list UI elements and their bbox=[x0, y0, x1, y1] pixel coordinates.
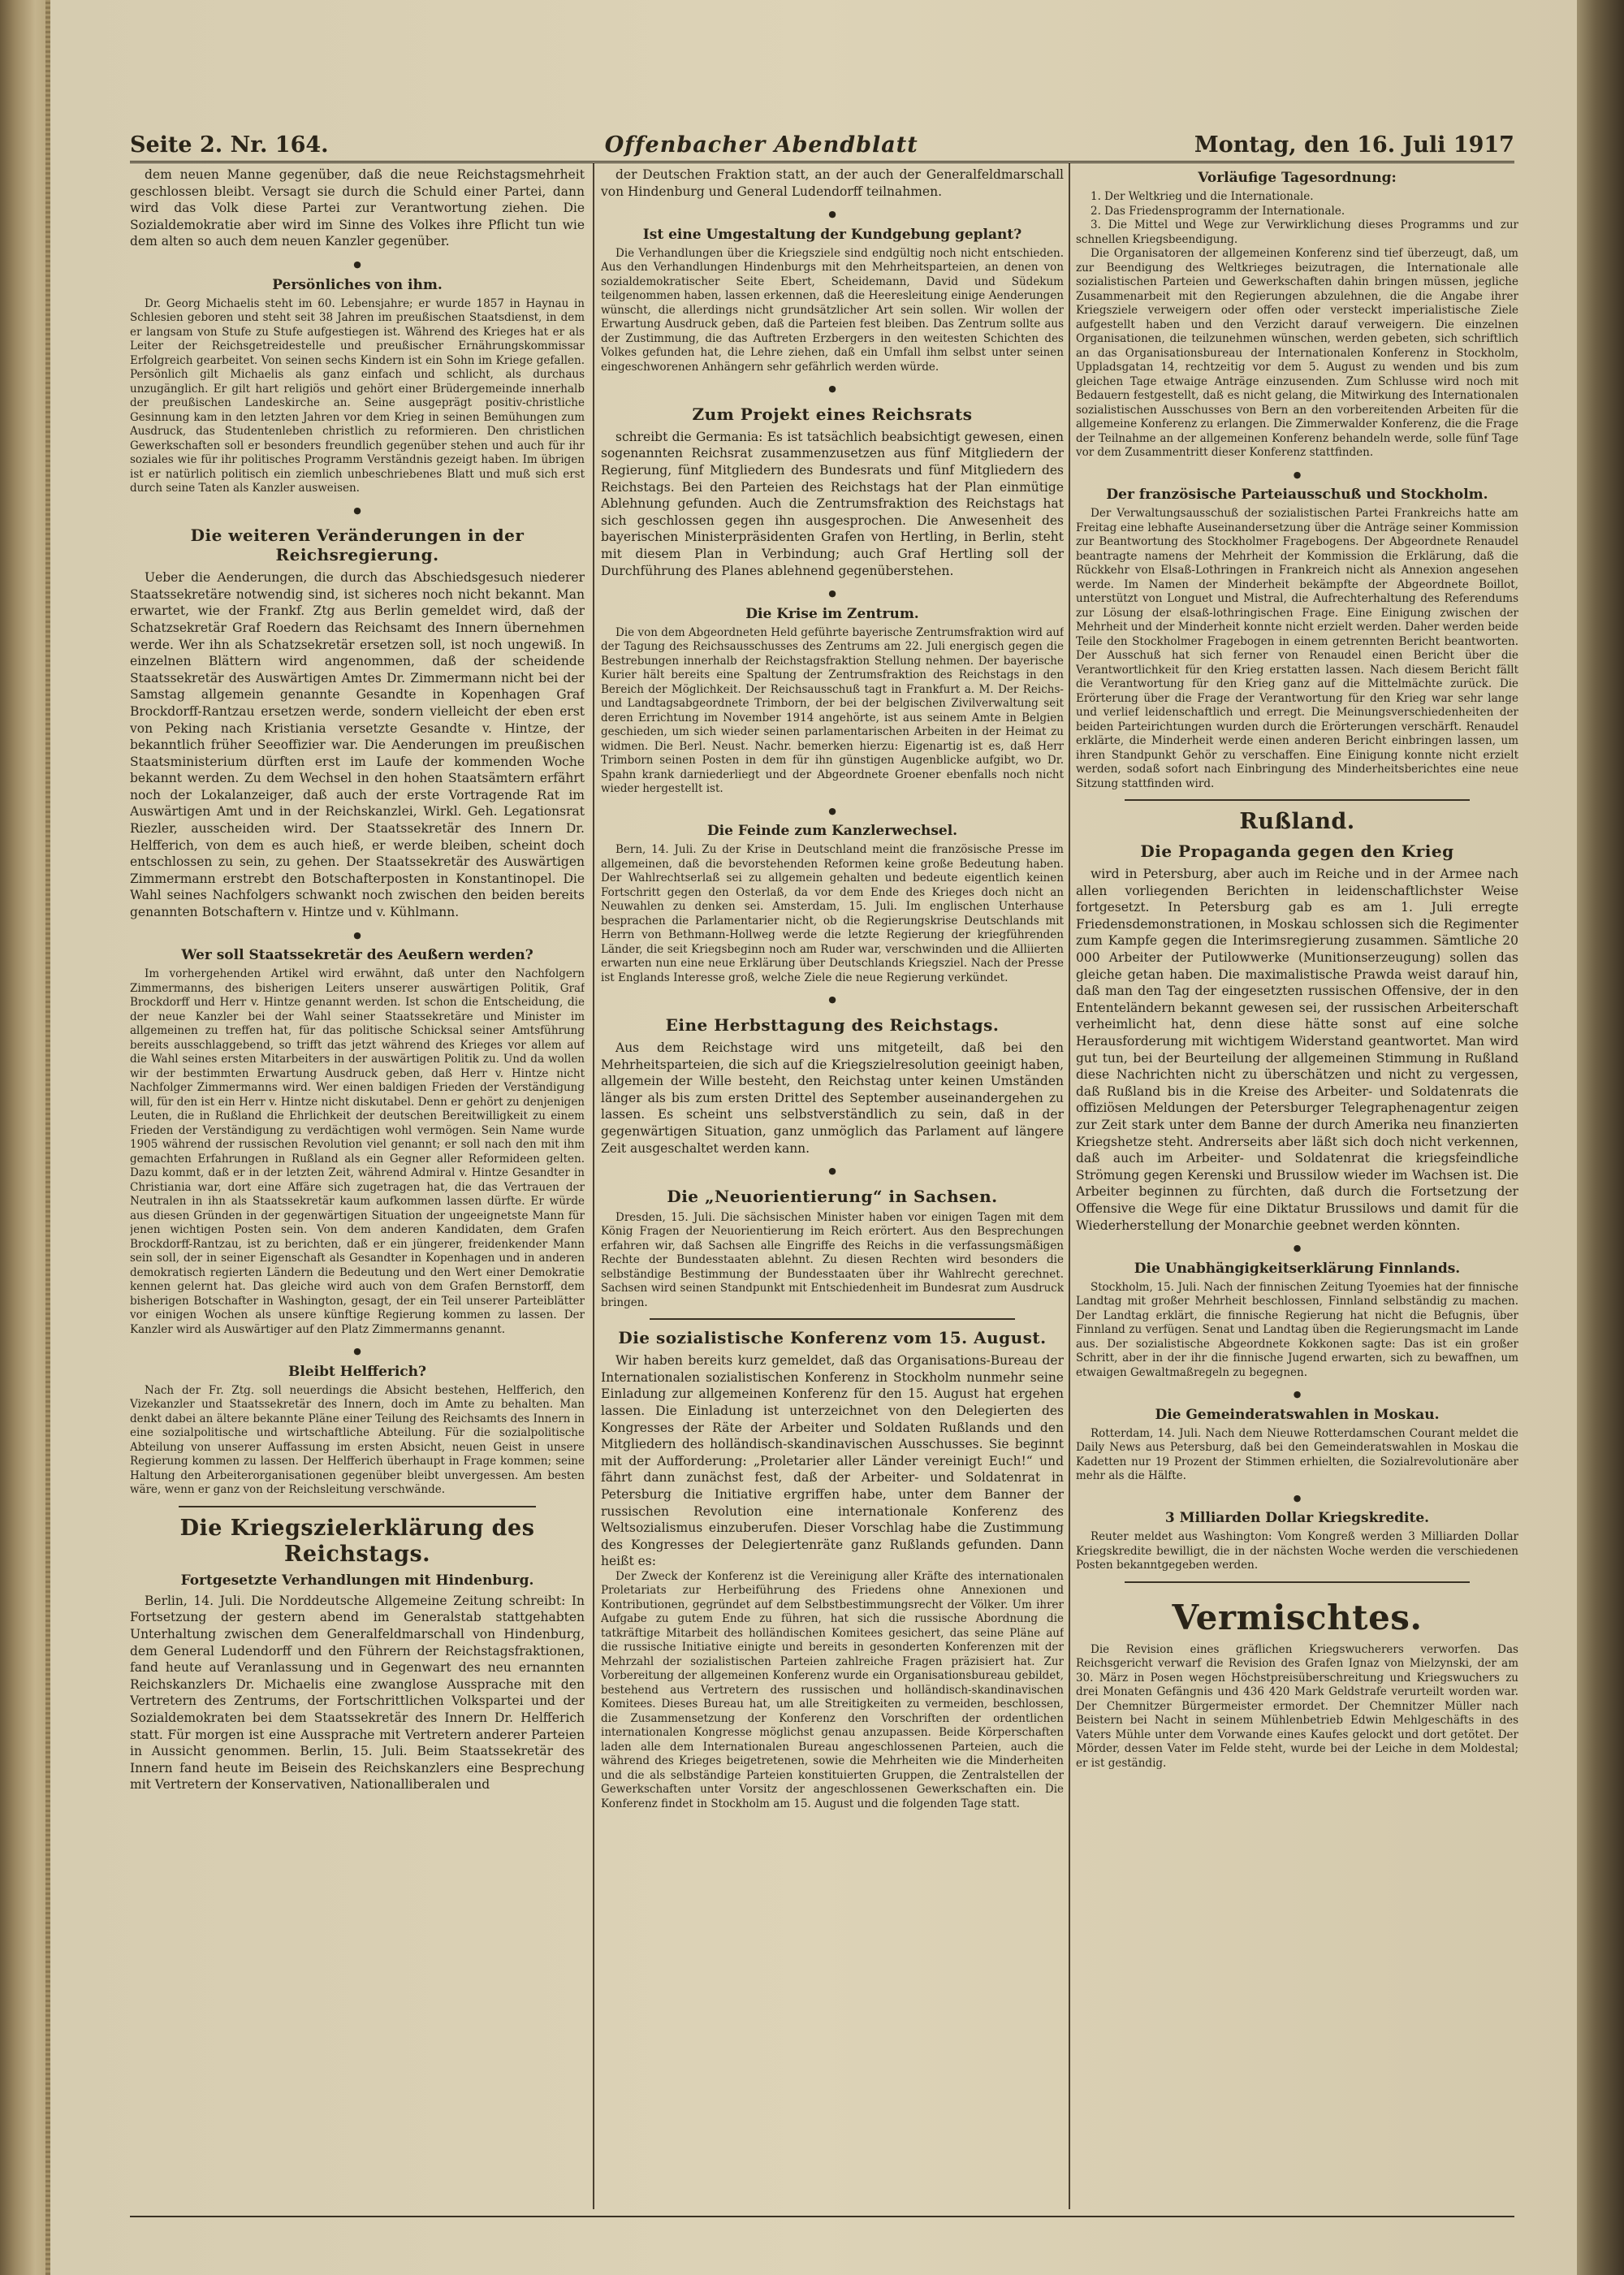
article-heading: Ist eine Umgestaltung der Kundgebung geplant? bbox=[642, 226, 1022, 243]
article-text: Dr. Georg Michaelis steht im 60. Lebensjahre; er wurde 1857 in Haynau in Schlesien geboren und steht seit 38 Jahren im preußischen Staatsdienst, in dem er langsam von Stufe zu Stufe aufgestiegen ist. Während des Krieges hat er als Leiter der Reichsgetreidestelle und preußischer Ernährungskommissar Erfolgreich gearbeitet. Von seinen sechs Kindern ist ein Sohn im Kriege gefallen. Persönlich gilt Michaelis als ganz einfach und schlicht, als durchaus unzugänglich. Er gilt hart religiös und gehört einer Brüdergemeinde innerhalb der preußischen Landeskirche an. Seine ausgeprägt positiv-christliche Gesinnung kam in den letzten Jahren vor dem Krieg in seinen Bemühungen zum Ausdruck, das Studentenleben christlich zu reformieren. Den christlichen Gewerkschaften soll er besonders freundlich gegenüber stehen und auch für ihr soziales wie für ihr politisches Programm Verständnis gezeigt haben. Im übrigen ist er natürlich politisch ein ziemlich unbeschriebenes Blatt und muß sich erst durch seine Taten als Kanzler ausweisen. bbox=[130, 296, 585, 495]
article-moskau bbox=[1076, 1407, 1518, 1484]
article-milliarden bbox=[1076, 1510, 1518, 1573]
article-kundgebung bbox=[601, 227, 1064, 375]
separator-mark: ● bbox=[353, 258, 361, 270]
column-rule bbox=[1069, 162, 1070, 2209]
article-text: Berlin, 14. Juli. Die Norddeutsche Allgemeine Zeitung schreibt: In Fortsetzung der gestern abend im Generalstab stattgehabten Unterhaltung zwischen dem Generalfeldmarschall von Hindenburg, dem General Ludendorff und den Führern der Reichstagsfraktionen, fand heute auf Veranlassung und in Gegenwart des neu ernannten Reichskanzlers Dr. Michaelis eine zwanglose Aussprache mit den Vertretern des Zentrums, der Fortschrittlichen Volkspartei und der Sozialdemokraten bei dem Staatssekretär des Innern Dr. Helfferich statt. Für morgen ist eine Aussprache mit Vertretern anderer Parteien in Aussicht genommen. Berlin, 15. Juli. Beim Staatssekretär des Innern fand heute im Beisein des Reichskanzlers eine Besprechung mit Vertretern der Konservativen, Nationalliberalen und bbox=[130, 1593, 585, 1793]
article-text: Ueber die Aenderungen, die durch das Abschiedsgesuch niederer Staatssekretäre notwendig sind, ist sicheres noch nicht bekannt. Man erwartet, wie der Frankf. Ztg aus Berlin gemeldet wird, daß der Schatzsekretär Graf Roedern das Reichsamt des Innern übernehmen werde. Wer ihn als Schatzsekretär ersetzen soll, ist noch ungewiß. In einzelnen Blättern wird angenommen, daß der scheidende Staatssekretär des Auswärtigen Amtes Dr. Zimmermann nicht bei der Samstag allgemein genannte Gesandte in Kopenhagen Graf Brockdorff-Rantzau ersetzen werde, sondern vielleicht der eben erst von Peking nach Kristiania versetzte Gesandte v. Hintze, der bekanntlich früher Seeoffizier war. Die Aenderungen im preußischen Staatsministerium dürften erst im Laufe der kommenden Woche bekannt werden. Zu dem Wechsel in den hohen Staatsämtern erfährt noch der Lokalanzeiger, daß auch der erste Vortragende Rat im Auswärtigen Amt und in der Reichskanzlei, Wirkl. Geh. Legationsrat Riezler, ausscheiden wird. Der Staatssekretär des Innern Dr. Helfferich, von dem es auch hieß, er werde bleiben, scheint doch entschlossen zu sein, zu gehen. Der Staatssekretär des Auswärtigen Zimmermann erstrebt den Botschafterposten in Konstantinopel. Die Wahl seines Nachfolgers schwankt noch zwischen den beiden bereits genannten Botschaftern v. Hintze und v. Kühlmann. bbox=[130, 570, 585, 920]
article-continued bbox=[601, 167, 1064, 200]
article-personal bbox=[130, 277, 585, 496]
article-russland bbox=[1076, 809, 1518, 1234]
section-divider bbox=[650, 1318, 1015, 1320]
article-heading: Die Propaganda gegen den Krieg bbox=[1140, 841, 1454, 862]
section-divider bbox=[1125, 799, 1470, 801]
article-text: Der Verwaltungsausschuß der sozialistischen Partei Frankreichs hatte am Freitag eine lebhafte Auseinandersetzung über die Anträge seiner Kommission zur Beantwortung des Stockholmer Fragebogens. Der Abgeordnete Renaudel beantragte namens der Mehrheit der Kommission die Erklärung, daß die Rückkehr von Elsaß-Lothringen in Frankreich nicht als Annexion angesehen werde. Im Namen der Minderheit bekämpfte der Abgeordnete Boillot, unterstützt von Longuet und Mistral, die Aufrechterhaltung des Referendums zur Lösung der elsaß-lothringischen Frage. Eine Einigung zwischen der Mehrheit und der Minderheit konnte nicht erzielt werden. Daher werden beide Teile den Stockholmer Fragebogen in einem getrennten Bericht beantworten. Der Ausschuß hat sich ferner von Renaudel einen Bericht über die Verantwortlichkeit für den Krieg erstatten lassen. Nach diesem Bericht fällt die Verantwortung für den Krieg ganz auf die Mittelmächte zurück. Die Erörterung über die Frage der Verantwortung für den Krieg war sehr lange und verlief leidenschaftlich und erregt. Die Meinungsverschiedenheiten der beiden Parteirichtungen wurden durch die Erörterungen verschärft. Renaudel erklärte, die Minderheit werde einen anderen Bericht einbringen lassen, um ihren Standpunkt Gehör zu verschaffen. Eine Einigung konnte nicht erzielt werden, sodaß sofort nach Einbringung des Minderheitsberichtes eine neue Sitzung stattfinden wird. bbox=[1076, 507, 1518, 790]
article-text: dem neuen Manne gegenüber, daß die neue Reichstagsmehrheit geschlossen bleibt. Versagt sie durch die Schuld einer Partei, dann wird das Volk diese Partei zur Verantwortung ziehen. Die Sozialdemokratie aber wird im Sinne des Volkes ihre Pflicht tun wie dem alten so auch dem neuen Kanzler gegenüber. bbox=[130, 167, 585, 249]
column-3 bbox=[1076, 167, 1518, 2197]
article-text: der Deutschen Fraktion statt, an der auch der Generalfeldmarschall von Hindenburg und General Ludendorff teilnahmen. bbox=[601, 167, 1064, 199]
separator-mark: ● bbox=[828, 383, 836, 395]
article-text: Die Verhandlungen über die Kriegsziele sind endgültig noch nicht entschieden. Aus den Verhandlungen Hindenburgs mit den Mehrheitsparteien, an denen von sozialdemokratischer Seite Ebert, Scheidemann, David und Südekum teilgenommen haben, lassen erkennen, daß die Heeresleitung einige Aenderungen wünscht, die allerdings nicht grundsätzlicher Art sein sollen. Wir wollen der Erwartung Ausdruck geben, daß die Parteien fest bleiben. Das Zentrum sollte aus der Zustimmung, die das Auftreten Erzbergers in den weitesten Schichten des Volkes gefunden hat, die Lehre ziehen, daß ein Umfall ihm selbst unter seinen eingeschworenen Anhängern sehr gefährlich werden würde. bbox=[601, 246, 1064, 374]
article-reichsrat bbox=[601, 404, 1064, 579]
section-heading: Rußland. bbox=[1239, 809, 1355, 835]
article-text: Dresden, 15. Juli. Die sächsischen Minister haben vor einigen Tagen mit dem König Fragen der Neuorientierung im Reich erörtert. Aus den Besprechungen erfahren wir, daß Sachsen alle Eingriffe des Reichs in die verfassungsmäßigen Rechte der Bundesstaaten ablehnt. Zu diesen Rechten wird besonders die selbständige Bestimmung der Bundesstaaten über ihr Wahlrecht gerechnet. Sachsen wird seinen Standpunkt mit Entschiedenheit im Bundesrat zum Ausdruck bringen. bbox=[601, 1210, 1064, 1309]
article-feinde bbox=[601, 823, 1064, 985]
article-heading: Die sozialistische Konferenz vom 15. August. bbox=[618, 1328, 1047, 1348]
article-heading: Die Krise im Zentrum. bbox=[745, 605, 919, 622]
article-sachsen bbox=[601, 1187, 1064, 1311]
article-heading: Bleibt Helfferich? bbox=[288, 1363, 426, 1380]
article-text: Rotterdam, 14. Juli. Nach dem Nieuwe Rotterdamschen Courant meldet die Daily News aus Petersburg, daß bei den Gemeinderatswahlen in Moskau die Kadetten nur 19 Prozent der Stimmen erhielten, die Sozialrevolutionäre aber mehr als die Hälfte. bbox=[1076, 1426, 1518, 1483]
article-konferenz bbox=[601, 1328, 1064, 1811]
article-text: Im vorhergehenden Artikel wird erwähnt, daß unter den Nachfolgern Zimmermanns, des bisherigen Leiters unserer auswärtigen Politik, Graf Brockdorff und Herr v. Hintze genannt werden. Ist schon die Entscheidung, die der neue Kanzler bei der Wahl seiner Staatssekretäre und Minister im allgemeinen zu treffen hat, für das politische Schicksal seiner Amtsführung bereits ausschlaggebend, so trifft das jetzt während des Krieges vor allem auf die Wahl seines ersten Mitarbeiters in der auswärtigen Politik zu. Und da wollen wir der bestimmten Erwartung Ausdruck geben, daß Herr v. Hintze nicht Nachfolger Zimmermanns wird. Wer einen baldigen Frieden der Verständigung will, für den ist ein Herr v. Hintze nicht diskutabel. Denn er gehört zu denjenigen Leuten, die in Rußland die Ehrlichkeit der deutschen Bereitwilligkeit zu einem Frieden der Verständigung zu verdächtigen wohl vermögen. Sein Name wurde 1905 während der russischen Revolution viel genannt; er soll nach den mit ihm gemachten Erfahrungen in Rußland als ein Gegner aller Reformideen gelten. Dazu kommt, daß er in der letzten Zeit, während Admiral v. Hintze Gesandter in Christiania war, dort eine Affäre sich zugetragen hat, die das Vertrauen der Neutralen in ihn als Staatssekretär kaum aufkommen lassen dürfte. Er würde aus diesen Gründen in der gegenwärtigen Situation der ungeeignetste Mann für jenen wichtigen Posten sein. Von dem anderen Kandidaten, dem Grafen Brockdorff-Rantzau, ist zu berichten, daß er ein jüngerer, freidenkender Mann sein soll, der in seiner Eigenschaft als Gesandter in Kopenhagen und in anderen demokratisch regierten Ländern die Bedeutung und den Wert einer Demokratie kennen gelernt hat. Das gleiche wird auch von dem Grafen Bernstorff, dem bisherigen Botschafter in Washington, gesagt, der ein Teil unserer Parteiblätter vor einigen Wochen als unsere künftige Regierung kommen zu lassen. Der Kanzler wird als Auswärtiger auf den Platz Zimmermanns genannt. bbox=[130, 967, 585, 1336]
separator-mark: ● bbox=[828, 994, 836, 1006]
article-text: Stockholm, 15. Juli. Nach der finnischen Zeitung Tyoemies hat der finnische Landtag mit großer Mehrheit beschlossen, Finnland selbständig zu machen. Der Landtag erklärt, die finnische Regierung hat nicht die Befugnis, über Finnland zu verfügen. Senat und Landtag üben die Regierungsmacht im Lande aus. Der sozialistische Abgeordnete Kokkonen sagte: Das ist ein großer Schritt, aber in der ihr die finnische Jugend erwarten, sich zu bewaffnen, um etwaigen Gewaltmaßregeln zu begegnen. bbox=[1076, 1280, 1518, 1379]
section-heading: Vermischtes. bbox=[1172, 1597, 1423, 1637]
article-heading: Die „Neuorientierung“ in Sachsen. bbox=[667, 1186, 998, 1206]
article-heading: Die Feinde zum Kanzlerwechsel. bbox=[706, 823, 958, 840]
separator-mark: ● bbox=[1293, 1243, 1302, 1254]
article-finnland bbox=[1076, 1261, 1518, 1381]
article-text: Aus dem Reichstage wird uns mitgeteilt, daß bei den Mehrheitsparteien, die sich auf die Kriegszielresolution geeinigt haben, allgemein der Wille besteht, den Reichstag unter keinen Umständen länger als bis zum ersten Drittel des September auseinandergehen zu lassen. Es scheint uns selbstverständlich zu sein, daß in der gegenwärtigen Situation, ganz unmöglich das Parlament auf längere Zeit ausgeschaltet werden kann. bbox=[601, 1040, 1064, 1156]
page-bottom-rule bbox=[130, 2216, 1514, 2217]
separator-mark: ● bbox=[828, 588, 836, 599]
article-heading: Der französische Parteiausschuß und Stockholm. bbox=[1106, 487, 1488, 504]
article-continued bbox=[130, 167, 585, 250]
masthead bbox=[130, 122, 1514, 163]
section-divider bbox=[1125, 1581, 1470, 1583]
separator-mark: ● bbox=[828, 1166, 836, 1177]
agenda-item: 2. Das Friedensprogramm der Internationale. bbox=[1091, 204, 1345, 218]
agenda-item: 1. Der Weltkrieg und die Internationale. bbox=[1091, 190, 1314, 203]
article-quote: Der Zweck der Konferenz ist die Vereinigung aller Kräfte des internationalen Proletariats zur Herbeiführung des Friedens ohne Annexionen und Kontributionen, gegründet auf dem Selbstbestimmungsrecht der Völker. Um ihrer Aufgabe zu gutem Ende zu führen, hat sich die russische Abordnung die tatkräftige Mitarbeit des holländischen Komitees gesichert, das seine Pläne auf die russische Initiative einigte und bereits in gesonderten Konferenzen mit der Mehrzahl der sozialistischen Parteien zahlreiche Fragen präzisiert hat. Zur Vorbereitung der allgemeinen Konferenz wurde ein Organisationsbureau gebildet, bestehend aus Vertretern des russischen und holländisch-skandinavischen Komitees. Dieses Bureau hat, um alle Streitigkeiten zu vermeiden, beschlossen, die Zusammensetzung der Konferenz den Vorschriften der ordentlichen internationalen Kongresse möglichst genau anzupassen. Beide Körperschaften laden alle dem Internationalen Bureau angeschlossenen Parteien, auch die während des Krieges beigetretenen, sowie die Mehrheiten wie die Minderheiten und die als selbständige Parteien konstituierten Gruppen, die Zentralstellen der Gewerkschaften unter Vorsitz der angeschlossenen Gewerkschaften ein. Die Konferenz findet in Stockholm am 15. August und die folgenden Tage statt. bbox=[601, 1569, 1064, 1810]
separator-mark: ● bbox=[1293, 469, 1302, 480]
agenda-item: 3. Die Mittel und Wege zur Verwirklichung dieses Programms und zur schnellen Kriegsbeendigung. bbox=[1076, 218, 1518, 246]
article-heading: Die weiteren Veränderungen in der Reichsregierung. bbox=[190, 525, 525, 565]
issue-date: Montag, den 16. Juli 1917 bbox=[1194, 132, 1514, 158]
article-subheading: Fortgesetzte Verhandlungen mit Hindenburg. bbox=[180, 1572, 534, 1589]
article-text: Die von dem Abgeordneten Held geführte bayerische Zentrumsfraktion wird auf der Tagung des Reichsausschusses des Zentrums am 22. Juli energisch gegen die Bestrebungen innerhalb der Reichstagsfraktion Stellung nehmen. Der bayerische Kurier hält bereits eine Spaltung der Zentrumsfraktion des Reichstags in den Bereich der Möglichkeit. Der Reichsausschuß tagt in Frankfurt a. M. Der Reichs- und Landtagsabgeordnete Trimborn, der bei der belgischen Zivilverwaltung seit deren Errichtung im November 1914 angehörte, ist aus seinem Amte in Belgien geschieden, um sich wieder seinen parlamentarischen Arbeiten in der Heimat zu widmen. Die Berl. Neust. Nachr. bemerken hierzu: Eigenartig ist es, daß Herr Trimborn seinen Posten in dem für ihn günstigen Augenblicke aufgibt, wo Dr. Spahn krank darniederliegt und der Abgeordnete Groener ebenfalls noch nicht wieder hergestellt ist. bbox=[601, 625, 1064, 796]
article-heading: Die Kriegszielerklärung des Reichstags. bbox=[179, 1515, 535, 1567]
article-heading: Die Unabhängigkeitserklärung Finnlands. bbox=[1134, 1260, 1461, 1277]
article-heading: Wer soll Staatssekretär des Aeußern werden? bbox=[181, 947, 533, 964]
book-binding bbox=[0, 0, 50, 2275]
article-kriegsziel bbox=[130, 1516, 585, 1793]
separator-mark: ● bbox=[353, 504, 361, 516]
column-1 bbox=[130, 167, 585, 2197]
section-divider bbox=[179, 1506, 536, 1507]
article-who bbox=[130, 947, 585, 1337]
separator-mark: ● bbox=[828, 805, 836, 816]
article-heading: Persönliches von ihm. bbox=[272, 276, 443, 293]
article-text: Die Revision eines gräflichen Kriegswucherers verworfen. Das Reichsgericht verwarf die Revision des Grafen Ignaz von Mielzynski, der am 30. März in Posen wegen Höchstpreisüberschreitung und Kriegswuchers zu drei Monaten Gefängnis und 436 420 Mark Geldstrafe verurteilt worden war. Der Chemnitzer Bürgermeister ermordet. Der Chemnitzer Müller nach Beistern bei Nacht in seinem Mühlenbetrieb Edwin Mehlgeschäfts in des Vaters Mühle unter dem Vorwande eines Kaufes gelockt und dort getötet. Der Mörder, dessen Vater im Felde steht, wurde bei der Leiche in dem Moldestal; er ist geständig. bbox=[1076, 1642, 1518, 1770]
column-rule bbox=[593, 162, 594, 2209]
article-text: Wir haben bereits kurz gemeldet, daß das Organisations-Bureau der Internationalen sozialistischen Konferenz in Stockholm nunmehr seine Einladung zur allgemeinen Konferenz für den 15. August hat ergehen lassen. Die Einladung ist unterzeichnet von den Delegierten des Kongresses der Räte der Arbeiter und Soldaten Rußlands und den Mitgliedern des holländisch-skandinavischen Ausschusses. Sie beginnt mit der Aufforderung: „Proletarier aller Länder vereinigt Euch!“ und fährt dann zunächst fest, daß der Arbeiter- und Soldatenrat in Petersburg die Initiative ergriffen habe, unter dem Banner der russischen Revolution eine internationale Konferenz des Weltsozialismus einzuberufen. Dieser Vorschlag habe die Zustimmung des Kongresses der Delegiertenräte ganz Rußlands gefunden. Dann heißt es: bbox=[601, 1353, 1064, 1569]
article-changes bbox=[130, 525, 585, 920]
separator-mark: ● bbox=[353, 929, 361, 941]
paper-name: Offenbacher Abendblatt bbox=[604, 132, 918, 158]
facing-page-edge bbox=[1577, 0, 1624, 2275]
article-text: Nach der Fr. Ztg. soll neuerdings die Absicht bestehen, Helfferich, den Vizekanzler und Staatssekretär des Innern, doch im Amte zu behalten. Man denkt dabei an ältere bekannte Pläne einer Teilung des Reichsamts des Innern in eine sozialpolitische und wirtschaftliche Abteilung. Für die sozialpolitische Abteilung von unserer Auffassung im ersten Absicht, neuen Geist in unsere Regierung kommen zu lassen. Der Helfferich überhaupt in Frage kommen; seine Haltung den Arbeiterorganisationen gegenüber bleibt unvergessen. Am besten wäre, wenn er ganz von der Reichsleitung verschwände. bbox=[130, 1383, 585, 1497]
separator-mark: ● bbox=[828, 209, 836, 220]
article-krise bbox=[601, 606, 1064, 797]
article-franz bbox=[1076, 487, 1518, 791]
article-vermischtes bbox=[1076, 1598, 1518, 1771]
article-text: Die Organisatoren der allgemeinen Konferenz sind tief überzeugt, daß, um zur Beendigung des Weltkrieges beizutragen, die Internationale alle sozialistischen Parteien und Gewerkschaften dahin bringen müssen, jegliche Zusammenarbeit mit den Regierungen abzulehnen, die die Angabe ihrer Kriegsziele verweigern oder offen oder versteckt imperialistische Ziele aufgestellt haben und den Verzicht darauf verweigern. Die einzelnen Organisationen, die teilzunehmen wünschen, werden gebeten, sich schriftlich an das Organisationsbureau der Internationalen Konferenz in Stockholm, Uppladsgatan 14, rechtzeitig vor dem 5. August zu wenden und bis zum gleichen Tage etwaige Anträge einzusenden. Zum Schlusse wird noch mit Bedauern festgestellt, daß es nicht gelang, die Mitwirkung des Internationalen sozialistischen Ausschusses von Bern an den vorbereitenden Arbeiten für die allgemeine Konferenz zu erlangen. Die Zimmerwalder Konferenz, die die Frage der Teilnahme an der allgemeinen Konferenz behandeln werde, solle fünf Tage vor dem Zusammentritt dieser Konferenz stattfinden. bbox=[1076, 247, 1518, 459]
article-herbst bbox=[601, 1015, 1064, 1157]
separator-mark: ● bbox=[353, 1346, 361, 1357]
article-tagesordnung bbox=[1076, 170, 1518, 461]
separator-mark: ● bbox=[1293, 1492, 1302, 1503]
article-heading: Die Gemeinderatswahlen in Moskau. bbox=[1155, 1406, 1440, 1423]
column-2 bbox=[601, 167, 1064, 2197]
article-heading: Eine Herbsttagung des Reichstags. bbox=[665, 1015, 1000, 1035]
article-text: schreibt die Germania: Es ist tatsächlich beabsichtigt gewesen, einen sogenannten Reichsrat zusammenzusetzen aus fünf Mitgliedern der Regierung, fünf Mitgliedern des Bundesrats und fünf Mitgliedern des Reichstags. Bei den Parteien des Reichstags hat der Plan einmütige Ablehnung gefunden. Auch die Zentrumsfraktion des Reichstags hat sich geschlossen gegen ihn ausgesprochen. Die Anwesenheit des bayerischen Ministerpräsidenten Grafen von Hertling, in Berlin, steht mit diesem Plan in Verbindung; auch Graf Hertling soll der Durchführung des Planes ablehnend gegenüberstehen. bbox=[601, 429, 1064, 578]
article-heading: Vorläufige Tagesordnung: bbox=[1198, 170, 1397, 186]
page-number: Seite 2. Nr. 164. bbox=[130, 132, 329, 158]
separator-mark: ● bbox=[1293, 1389, 1302, 1400]
article-text: Bern, 14. Juli. Zu der Krise in Deutschland meint die französische Presse im allgemeinen, daß die bevorstehenden Reformen keine große Bedeutung haben. Der Wahlrechtserlaß sei zu allgemein gehalten und bedeute eigentlich keinen Fortschritt gegen den Osterlaß, da vor dem Ende des Krieges doch nicht an Neuwahlen zu denken sei. Amsterdam, 15. Juli. Im englischen Unterhause besprachen die Parlamentarier nicht, ob die Regierungskrise Deutschlands mit Herrn von Bethmann-Hollweg werde die letzte Regierung der kriegführenden Länder, die seit Kriegsbeginn noch am Ruder war, verschwinden und die Alliierten erwarten nun eine neue Erklärung über Deutschlands Kriegsziel. Nach der Presse ist Englands Interesse groß, welche Ziele die neue Regierung verkündet. bbox=[601, 843, 1064, 984]
article-heading: Zum Projekt eines Reichsrats bbox=[692, 404, 973, 424]
article-heading: 3 Milliarden Dollar Kriegskredite. bbox=[1164, 1510, 1430, 1527]
article-text: wird in Petersburg, aber auch im Reiche und in der Armee nach allen vorliegenden Berichten in leidenschaftlichster Weise fortgesetzt. In Petersburg gab es am 1. Juli erregte Friedensdemonstrationen, in Moskau schlossen sich die Regimenter zum Kampfe gegen die Interimsregierung zusammen. Sämtliche 20 000 Arbeiter der Putilowwerke (Munitionserzeugung) sollen das gleiche getan haben. Die maximalistische Prawda weist darauf hin, daß man den Tag der eingesetzten russischen Offensive, der in den Ententeländern bekannt gewesen sei, der russischen Arbeiterschaft verheimlicht hat, denn diese hätte sonst auf eine solche Herausforderung mit wichtigem Widerstand geantwortet. Man wird gut tun, bei der Beurteilung der allgemeinen Stimmung in Rußland diese Nachrichten nicht zu überschätzen und nicht zu vergessen, daß Rußland bis in die Kreise des Arbeiter- und Soldatenrats die offiziösen Meldungen der Petersburger Telegraphenagentur zeigen zur Zeit stark unter dem Banne der durch Amerika neu finanzierten Kriegshetze steht. Andrerseits aber läßt sich doch nicht verkennen, daß auch im Arbeiter- und Soldatenrat die kriegsfeindliche Strömung gegen Kerenski und Brussilow wieder im Wachsen ist. Die Arbeiter beginnen zu fürchten, daß durch die Fortsetzung der Offensive die Wege für eine Diktatur Brussilows und damit für die Wiederherstellung der Monarchie geebnet werden könnten. bbox=[1076, 867, 1518, 1233]
article-helfferich bbox=[130, 1364, 585, 1498]
article-text: Reuter meldet aus Washington: Vom Kongreß werden 3 Milliarden Dollar Kriegskredite bewilligt, die in der nächsten Woche werden die verschiedenen Posten bekanntgegeben werden. bbox=[1076, 1530, 1518, 1572]
